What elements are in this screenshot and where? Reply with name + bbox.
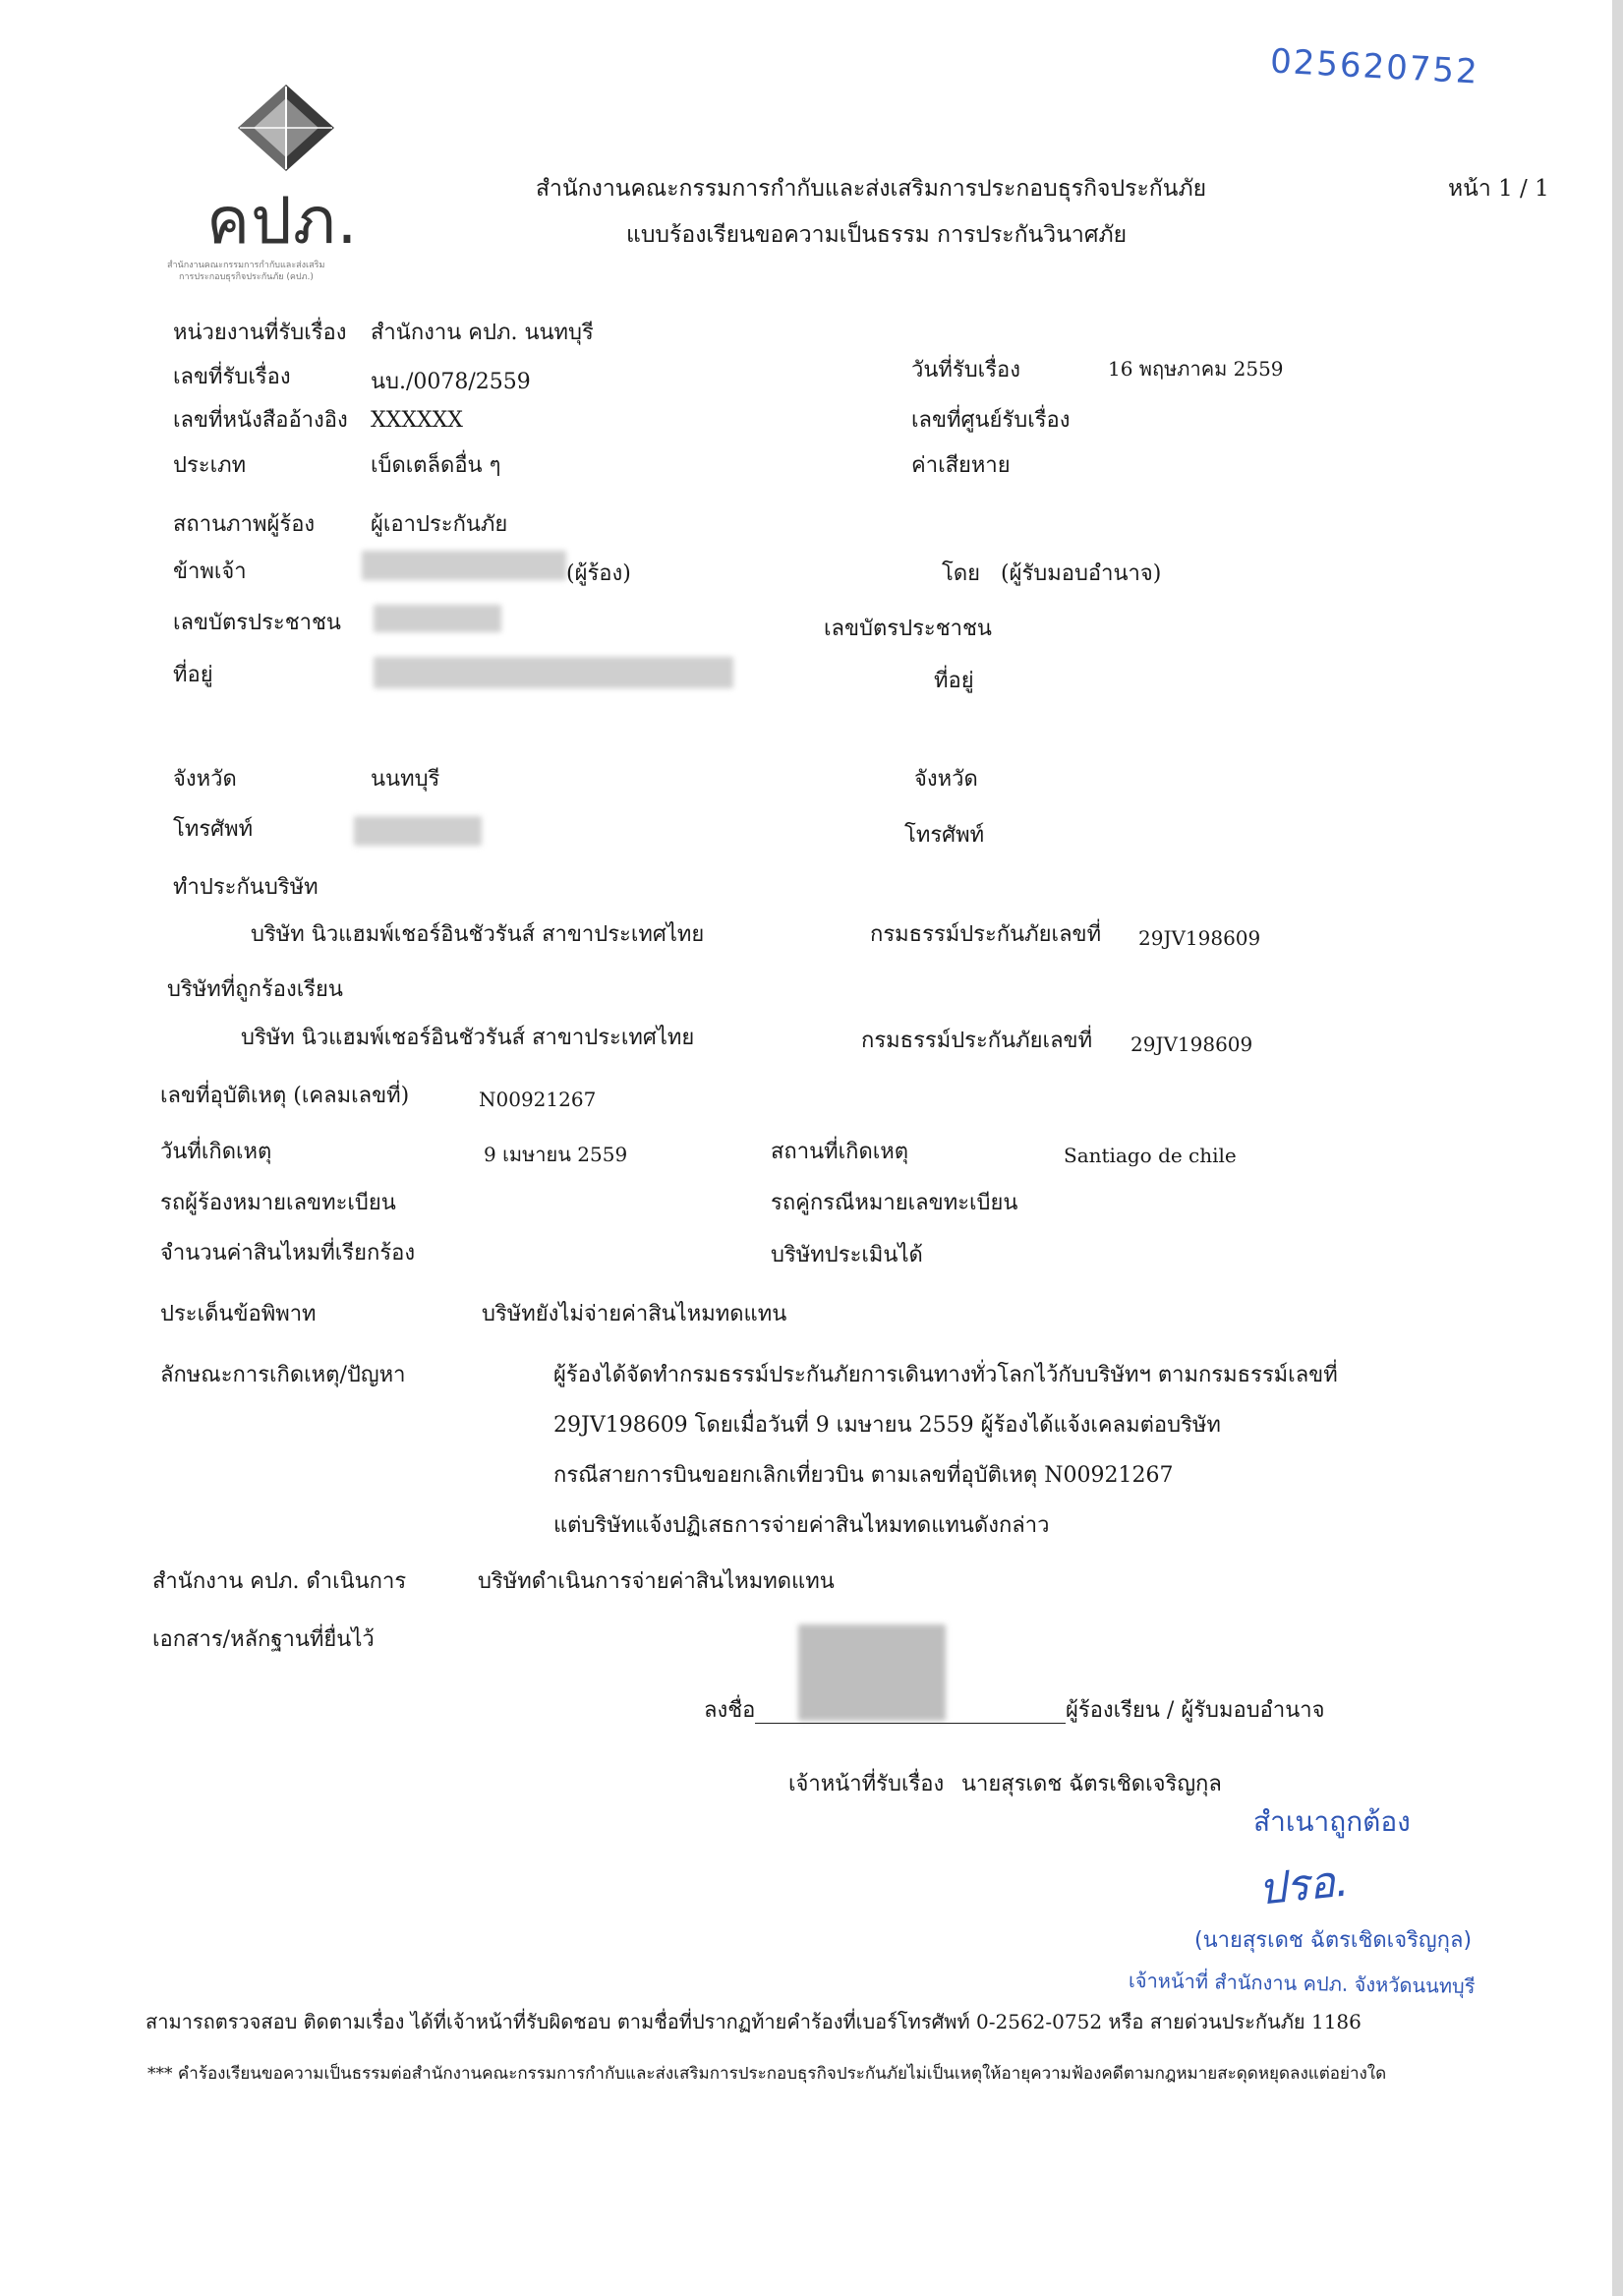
certifier-signature: ปรอ. xyxy=(1255,1855,1352,1915)
value-receiving-office: สำนักงาน คปภ. นนทบุรี xyxy=(371,321,594,345)
label-province: จังหวัด xyxy=(173,767,237,792)
redacted-phone xyxy=(354,816,482,846)
label-case-number: เลขที่รับเรื่อง xyxy=(173,365,291,389)
label-by: โดย xyxy=(942,561,980,586)
value-complainant-status: ผู้เอาประกันภัย xyxy=(371,512,508,537)
value-case-number: นบ./0078/2559 xyxy=(371,370,531,394)
label-dispute: ประเด็นข้อพิพาท xyxy=(160,1302,317,1326)
label-center-number: เลขที่ศูนย์รับเรื่อง xyxy=(911,408,1071,433)
certifier-name: (นายสุรเดช ฉัตรเชิดเจริญกุล) xyxy=(1194,1928,1473,1953)
label-accident-number: เลขที่อุบัติเหตุ (เคลมเลขที่) xyxy=(160,1084,410,1108)
label-complainant: ข้าพเจ้า xyxy=(173,559,247,584)
label-phone: โทรศัพท์ xyxy=(173,817,254,842)
value-respondent-policy-number: 29JV198609 xyxy=(1130,1032,1253,1056)
nature-line: ผู้ร้องได้จัดทำกรมธรรม์ประกันภัยการเดินทางทั่วโลกไว้กับบริษัทฯ ตามกรมธรรม์เลขที่ xyxy=(553,1363,1338,1387)
redacted-complainant-name xyxy=(362,551,566,580)
label-attorney-id-card: เลขบัตรประชาชน xyxy=(824,617,992,641)
label-accident-date: วันที่เกิดเหตุ xyxy=(160,1140,272,1164)
label-reference-number: เลขที่หนังสืออ้างอิง xyxy=(173,408,348,433)
label-damage: ค่าเสียหาย xyxy=(911,453,1011,478)
oic-logo-text: คปภ. xyxy=(206,183,359,259)
oic-diamond-icon xyxy=(232,81,340,175)
redacted-address xyxy=(374,657,733,688)
label-attorney-address: ที่อยู่ xyxy=(934,669,974,693)
label-type: ประเภท xyxy=(173,453,247,478)
label-complainant-car: รถผู้ร้องหมายเลขทะเบียน xyxy=(160,1191,396,1215)
value-accident-place: Santiago de chile xyxy=(1064,1144,1237,1167)
certified-copy-stamp: สำเนาถูกต้อง xyxy=(1253,1805,1411,1838)
value-respondent-company: บริษัท นิวแฮมพ์เชอร์อินชัวรันส์ สาขาประเทศไทย xyxy=(241,1026,695,1050)
value-accident-number: N00921267 xyxy=(479,1088,597,1111)
value-type: เบ็ดเตล็ดอื่น ๆ xyxy=(371,453,501,478)
page-number: หน้า 1 / 1 xyxy=(1448,176,1549,202)
label-sign: ลงชื่อ xyxy=(704,1698,756,1723)
footer-disclaimer: *** คำร้องเรียนขอความเป็นธรรมต่อสำนักงานคณะกรรมการกำกับและส่งเสริมการประกอบธุรกิจประกันภัยไม่เป็นเหตุให้อายุความฟ้องคดีตามกฎหมายสะดุดหยุดลงแต่อย่างใด xyxy=(147,2064,1387,2084)
label-counterparty-car: รถคู่กรณีหมายเลขทะเบียน xyxy=(771,1191,1018,1215)
value-policy-number: 29JV198609 xyxy=(1138,926,1261,950)
footer-contact-note: สามารถตรวจสอบ ติดตามเรื่อง ได้ที่เจ้าหน้าที่รับผิดชอบ ตามชื่อที่ปรากฏท้ายคำร้องที่เบอร์โทรศัพท์ 0-2562-0752 หรือ สายด่วนประกันภัย 1186 xyxy=(145,2010,1362,2033)
oic-logo-subtext-2: การประกอบธุรกิจประกันภัย (คปภ.) xyxy=(179,272,314,282)
signature-line xyxy=(755,1723,1066,1724)
label-attorney-province: จังหวัด xyxy=(914,767,978,792)
oic-logo-subtext: สำนักงานคณะกรรมการกำกับและส่งเสริม xyxy=(167,261,325,270)
redacted-signature xyxy=(798,1624,946,1721)
value-reference-number: XXXXXX xyxy=(371,408,463,433)
label-respondent-policy-number: กรมธรรม์ประกันภัยเลขที่ xyxy=(861,1029,1093,1053)
value-dispute: บริษัทยังไม่จ่ายค่าสินไหมทดแทน xyxy=(482,1302,787,1326)
value-insured-company: บริษัท นิวแฮมพ์เชอร์อินชัวรันส์ สาขาประเทศไทย xyxy=(251,922,705,947)
label-attorney-phone: โทรศัพท์ xyxy=(904,823,985,848)
label-id-card: เลขบัตรประชาชน xyxy=(173,611,341,635)
nature-line: กรณีสายการบินขอยกเลิกเที่ยวบิน ตามเลขที่อุบัติเหตุ N00921267 xyxy=(553,1463,1174,1488)
value-received-date: 16 พฤษภาคม 2559 xyxy=(1108,357,1284,381)
form-header-subtitle: แบบร้องเรียนขอความเป็นธรรม การประกันวินาศภัย xyxy=(626,222,1128,248)
label-company-assessed: บริษัทประเมินได้ xyxy=(771,1243,923,1267)
by-tag: (ผู้รับมอบอำนาจ) xyxy=(1001,561,1162,586)
redacted-id-card xyxy=(374,605,501,632)
label-officer: เจ้าหน้าที่รับเรื่อง xyxy=(788,1772,945,1796)
value-accident-date: 9 เมษายน 2559 xyxy=(484,1143,628,1166)
label-oic-action: สำนักงาน คปภ. ดำเนินการ xyxy=(152,1569,407,1594)
label-respondent-company: บริษัทที่ถูกร้องเรียน xyxy=(167,977,343,1002)
label-accident-place: สถานที่เกิดเหตุ xyxy=(771,1140,909,1164)
label-policy-number: กรมธรรม์ประกันภัยเลขที่ xyxy=(870,922,1102,947)
complainant-tag: (ผู้ร้อง) xyxy=(566,561,631,586)
label-insured-with: ทำประกันบริษัท xyxy=(173,875,319,900)
label-nature: ลักษณะการเกิดเหตุ/ปัญหา xyxy=(160,1363,406,1387)
label-receiving-office: หน่วยงานที่รับเรื่อง xyxy=(173,321,347,345)
sign-role: ผู้ร้องเรียน / ผู้รับมอบอำนาจ xyxy=(1066,1698,1325,1723)
page-edge xyxy=(1612,0,1623,2296)
form-header-title: สำนักงานคณะกรรมการกำกับและส่งเสริมการประกอบธุรกิจประกันภัย xyxy=(536,176,1207,202)
value-province: นนทบุรี xyxy=(371,767,440,792)
value-officer-name: นายสุรเดช ฉัตรเชิดเจริญกุล xyxy=(961,1772,1222,1796)
label-address: ที่อยู่ xyxy=(173,663,213,687)
label-received-date: วันที่รับเรื่อง xyxy=(911,358,1020,383)
value-oic-action: บริษัทดำเนินการจ่ายค่าสินไหมทดแทน xyxy=(478,1569,835,1594)
label-claim-amount: จำนวนค่าสินไหมที่เรียกร้อง xyxy=(160,1241,416,1266)
handwritten-document-number: 025620752 xyxy=(1269,41,1480,92)
certifier-position: เจ้าหน้าที่ สำนักงาน คปภ. จังหวัดนนทบุรี xyxy=(1128,1968,1476,1999)
nature-line: 29JV198609 โดยเมื่อวันที่ 9 เมษายน 2559 ผู้ร้องได้แจ้งเคลมต่อบริษัท xyxy=(553,1413,1221,1438)
label-complainant-status: สถานภาพผู้ร้อง xyxy=(173,512,316,537)
oic-logo xyxy=(165,81,411,282)
nature-line: แต่บริษัทแจ้งปฏิเสธการจ่ายค่าสินไหมทดแทนดังกล่าว xyxy=(553,1513,1050,1538)
label-evidence: เอกสาร/หลักฐานที่ยื่นไว้ xyxy=(152,1627,375,1652)
